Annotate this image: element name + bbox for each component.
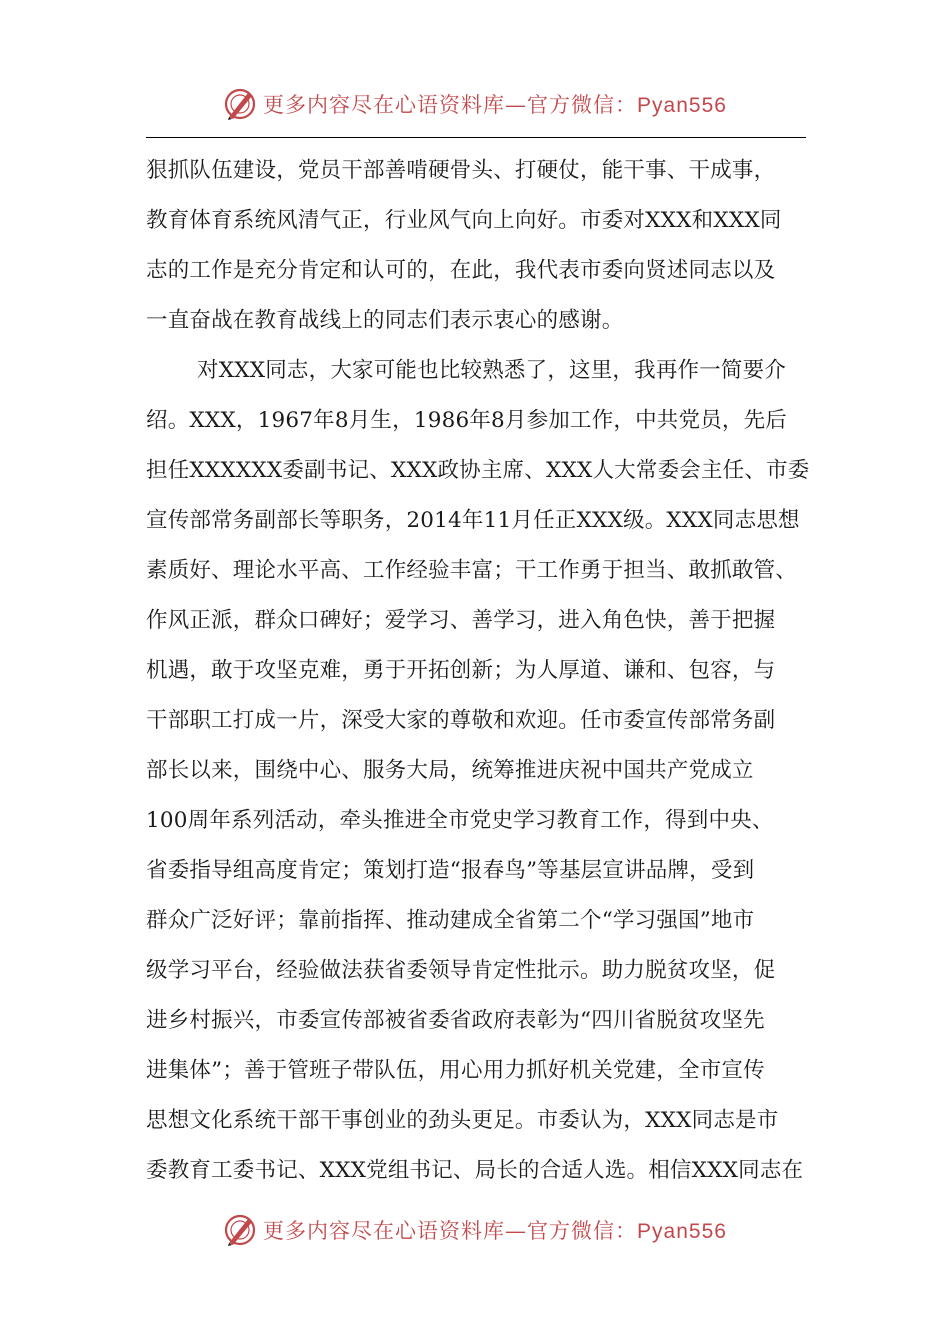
header-banner — [0, 82, 950, 126]
header-banner-text — [263, 89, 727, 119]
text-line: 一直奋战在教育战线上的同志们表示衷心的感谢。 — [146, 308, 624, 333]
text-line: 教育体育系统风清气正，行业风气向上向好。市委对XXX和XXX同 — [146, 208, 782, 233]
footer-banner — [0, 1208, 950, 1252]
text-line: 狠抓队伍建设，党员干部善啃硬骨头、打硬仗，能干事、干成事， — [146, 158, 776, 183]
text-line: 思想文化系统干部干事创业的劲头更足。市委认为，XXX同志是市 — [146, 1108, 779, 1133]
document-body — [146, 146, 808, 1196]
text-line: 进集体”；善于管班子带队伍，用心用力抓好机关党建，全市宣传 — [146, 1058, 765, 1083]
text-line: 委教育工委书记、XXX党组书记、局长的合适人选。相信XXX同志在 — [146, 1158, 804, 1183]
text-line: 志的工作是充分肯定和认可的，在此，我代表市委向贤述同志以及 — [146, 258, 776, 283]
text-line: 担任XXXXXX委副书记、XXX政协主席、XXX人大常委会主任、市委 — [146, 458, 810, 483]
pen-logo-icon — [223, 1213, 257, 1247]
text-line: 干部职工打成一片，深受大家的尊敬和欢迎。任市委宣传部常务副 — [146, 708, 776, 733]
text-line: 进乡村振兴，市委宣传部被省委省政府表彰为“四川省脱贫攻坚先 — [146, 1008, 765, 1033]
pen-logo-icon — [223, 87, 257, 121]
text-line: 机遇，敢于攻坚克难，勇于开拓创新；为人厚道、谦和、包容，与 — [146, 658, 776, 683]
text-line: 部长以来，围绕中心、服务大局，统筹推进庆祝中国共产党成立 — [146, 758, 754, 783]
footer-banner-label: 更多内容尽在心语资料库—官方微信： — [263, 1219, 638, 1243]
header-rule — [146, 137, 806, 138]
text-line: 省委指导组高度肯定；策划打造“报春鸟”等基层宣讲品牌，受到 — [146, 858, 755, 883]
paragraph-start-line: 对XXX同志，大家可能也比较熟悉了，这里，我再作一简要介 — [197, 358, 787, 383]
header-wechat-id: Pyan556 — [637, 94, 727, 117]
text-line: 宣传部常务副部长等职务，2014年11月任正XXX级。XXX同志思想 — [146, 508, 800, 533]
text-line: 100周年系列活动，牵头推进全市党史学习教育工作，得到中央、 — [146, 808, 774, 833]
footer-wechat-id: Pyan556 — [637, 1220, 727, 1243]
text-line: 绍。XXX，1967年8月生，1986年8月参加工作，中共党员，先后 — [146, 408, 788, 433]
footer-banner-text — [263, 1215, 727, 1245]
text-line: 级学习平台，经验做法获省委领导肯定性批示。助力脱贫攻坚，促 — [146, 958, 776, 983]
text-line: 素质好、理论水平高、工作经验丰富；干工作勇于担当、敢抓敢管、 — [146, 558, 798, 583]
header-banner-label: 更多内容尽在心语资料库—官方微信： — [263, 93, 638, 117]
text-line: 作风正派，群众口碑好；爱学习、善学习，进入角色快，善于把握 — [146, 608, 776, 633]
text-line: 群众广泛好评；靠前指挥、推动建成全省第二个“学习强国”地市 — [146, 908, 755, 933]
